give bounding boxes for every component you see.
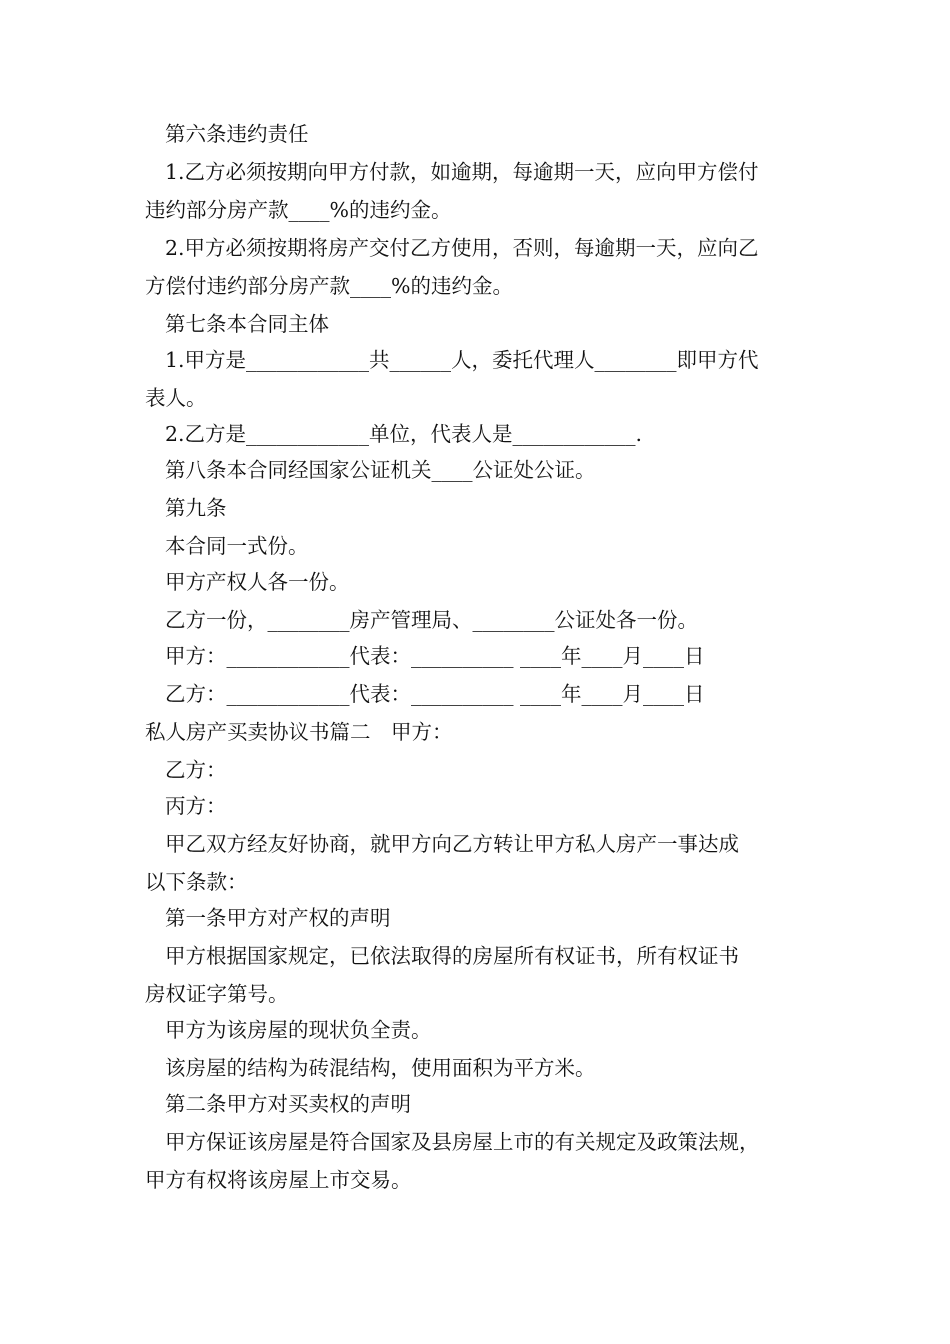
- article-7-clause-1-cont: 表人。: [145, 386, 207, 410]
- article-1-heading: 第一条甲方对产权的声明: [165, 906, 391, 930]
- article-8: 第八条本合同经国家公证机关____公证处公证。: [165, 458, 596, 482]
- article-2-heading: 第二条甲方对买卖权的声明: [165, 1092, 411, 1116]
- party-b-label: 乙方：: [165, 758, 227, 782]
- preamble: 甲乙双方经友好协商，就甲方向乙方转让甲方私人房产一事达成: [165, 832, 739, 856]
- article-1-para-3: 该房屋的结构为砖混结构，使用面积为平方米。: [165, 1056, 596, 1080]
- preamble-cont: 以下条款：: [145, 870, 248, 894]
- article-7-clause-2: 2.乙方是____________单位，代表人是____________.: [165, 422, 643, 446]
- article-7-heading: 第七条本合同主体: [165, 312, 329, 336]
- article-6-clause-1: 1.乙方必须按期向甲方付款，如逾期，每逾期一天，应向甲方偿付: [165, 160, 759, 184]
- agreement-2-title: 私人房产买卖协议书篇二 甲方：: [145, 720, 453, 744]
- party-c-label: 丙方：: [165, 794, 227, 818]
- article-9-heading: 第九条: [165, 496, 227, 520]
- article-1-para-1: 甲方根据国家规定，已依法取得的房屋所有权证书，所有权证书: [165, 944, 739, 968]
- article-6-heading: 第六条违约责任: [165, 122, 309, 146]
- article-6-clause-2-cont: 方偿付违约部分房产款____%的违约金。: [145, 274, 513, 298]
- article-6-clause-1-cont: 违约部分房产款____%的违约金。: [145, 198, 452, 222]
- article-1-para-2: 甲方为该房屋的现状负全责。: [165, 1018, 432, 1042]
- party-a-copies: 甲方产权人各一份。: [165, 570, 350, 594]
- party-b-copies: 乙方一份，________房产管理局、________公证处各一份。: [165, 608, 698, 632]
- article-2-para-1-cont: 甲方有权将该房屋上市交易。: [145, 1168, 412, 1192]
- copies-statement: 本合同一式份。: [165, 534, 309, 558]
- article-1-para-1-cont: 房权证字第号。: [145, 982, 289, 1006]
- article-7-clause-1: 1.甲方是____________共______人，委托代理人________即甲方代: [165, 348, 759, 372]
- article-6-clause-2: 2.甲方必须按期将房产交付乙方使用，否则，每逾期一天，应向乙: [165, 236, 759, 260]
- article-2-para-1: 甲方保证该房屋是符合国家及县房屋上市的有关规定及政策法规，: [165, 1130, 760, 1154]
- party-b-signature-line: 乙方：____________代表：__________ ____年____月____日: [165, 682, 705, 706]
- party-a-signature-line: 甲方：____________代表：__________ ____年____月____日: [165, 644, 705, 668]
